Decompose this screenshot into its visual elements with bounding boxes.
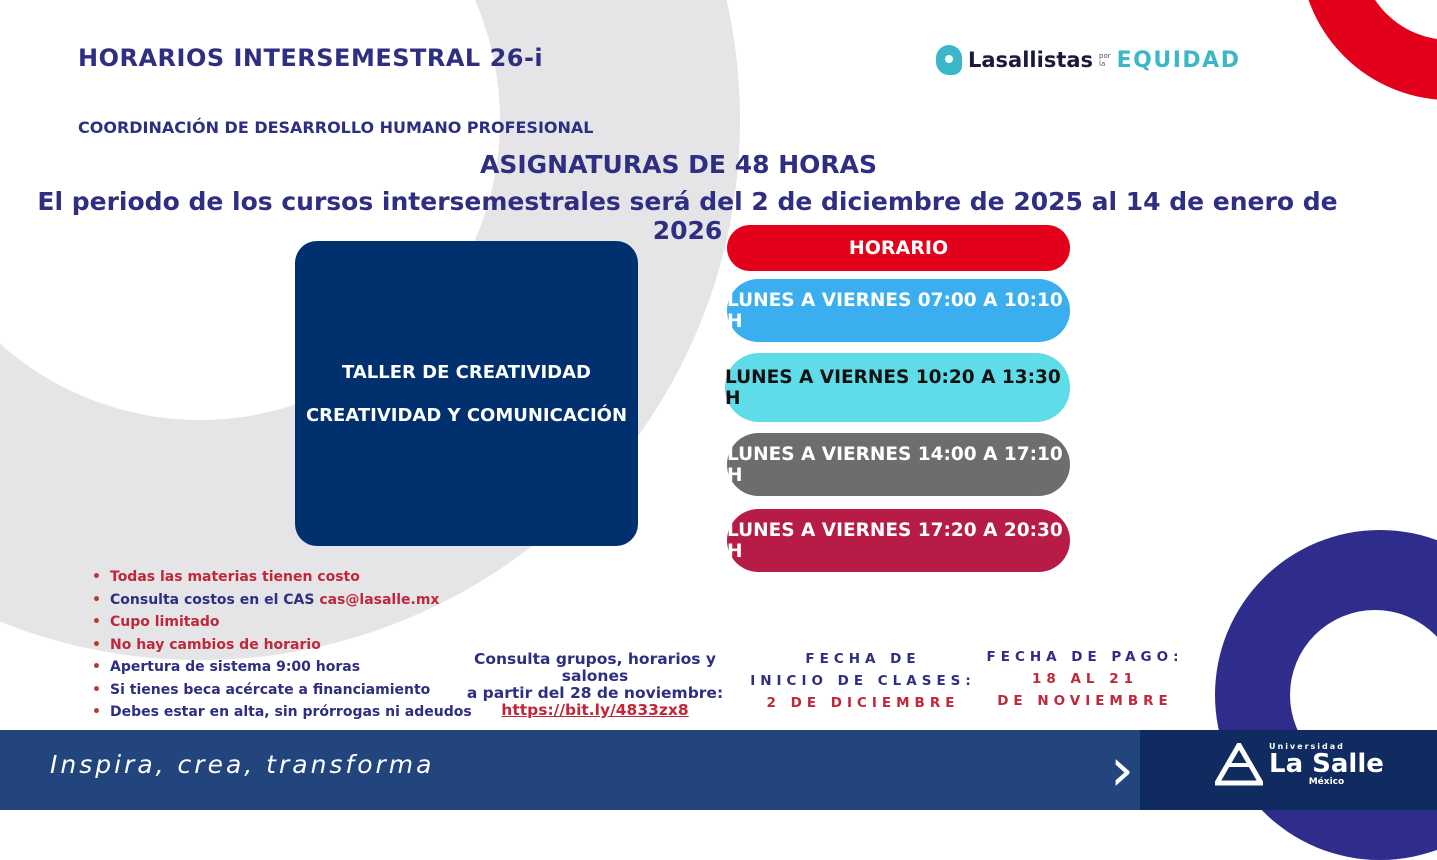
- course-box: [295, 241, 638, 546]
- cas-email-link[interactable]: cas@lasalle.mx: [319, 591, 440, 608]
- start-date-label: FECHA DE: [805, 651, 921, 667]
- start-date-block: [748, 648, 978, 714]
- note-item: • Si tienes beca acércate a financiamiento: [92, 681, 472, 704]
- university-place: México: [1308, 777, 1345, 787]
- schedule-slot: LUNES A VIERNES 10:20 A 13:30 H: [725, 353, 1070, 422]
- consulta-info: [445, 651, 745, 719]
- schedule-slot: LUNES A VIERNES 17:20 A 20:30 H: [727, 509, 1070, 572]
- consulta-line: a partir del 28 de noviembre:: [466, 684, 724, 702]
- groups-link[interactable]: https://bit.ly/4833zx8: [501, 701, 689, 719]
- start-date-label: INICIO DE CLASES:: [750, 673, 976, 689]
- notes-list: [92, 568, 472, 726]
- la-salle-logo: [1215, 742, 1384, 787]
- consulta-line: Consulta grupos, horarios y salones: [473, 650, 717, 685]
- subtitle: ASIGNATURAS DE 48 HORAS: [480, 150, 877, 179]
- payment-date-value: DE NOVIEMBRE: [997, 693, 1173, 709]
- university-name: La Salle: [1269, 749, 1384, 779]
- period-text: El periodo de los cursos intersemestrales será del 2 de diciembre de 2025 al 14 de enero de 2026: [37, 187, 1338, 245]
- start-date-value: 2 DE DICIEMBRE: [766, 695, 960, 711]
- logo-por-la: por la: [1099, 52, 1111, 68]
- note-item: • Debes estar en alta, sin prórrogas ni adeudos: [92, 703, 472, 726]
- note-item: • Apertura de sistema 9:00 horas: [92, 658, 472, 681]
- payment-date-label: FECHA DE PAGO:: [986, 649, 1184, 665]
- la-salle-emblem-icon: [1215, 743, 1263, 787]
- red-ring-decoration: [1300, 0, 1437, 100]
- payment-date-value: 18 AL 21: [1031, 671, 1139, 687]
- note-item: • Todas las materias tienen costo: [92, 568, 472, 591]
- note-item: • Cupo limitado: [92, 613, 472, 636]
- course-name: TALLER DE CREATIVIDAD: [342, 361, 591, 383]
- logo-equidad: EQUIDAD: [1116, 47, 1241, 73]
- lasallistas-equidad-logo: [936, 44, 1240, 76]
- schedule-header: HORARIO: [727, 225, 1070, 271]
- note-item: • No hay cambios de horario: [92, 636, 472, 659]
- note-item: • Consulta costos en el CAS cas@lasalle.mx: [92, 591, 472, 614]
- schedule-slot: LUNES A VIERNES 14:00 A 17:10 H: [727, 433, 1070, 496]
- payment-date-block: [985, 646, 1185, 712]
- footer-slogan: Inspira, crea, transforma: [50, 750, 435, 779]
- course-name: CREATIVIDAD Y COMUNICACIÓN: [305, 404, 628, 426]
- coordination-label: COORDINACIÓN DE DESARROLLO HUMANO PROFESIONAL: [78, 118, 594, 137]
- schedule-slot: LUNES A VIERNES 07:00 A 10:10 H: [727, 279, 1070, 342]
- page-title: HORARIOS INTERSEMESTRAL 26-i: [78, 44, 544, 72]
- chevron-icon: ›: [1110, 735, 1134, 805]
- head-icon: [936, 45, 962, 75]
- logo-brand: Lasallistas: [968, 48, 1094, 72]
- university-label: Universidad: [1269, 742, 1345, 751]
